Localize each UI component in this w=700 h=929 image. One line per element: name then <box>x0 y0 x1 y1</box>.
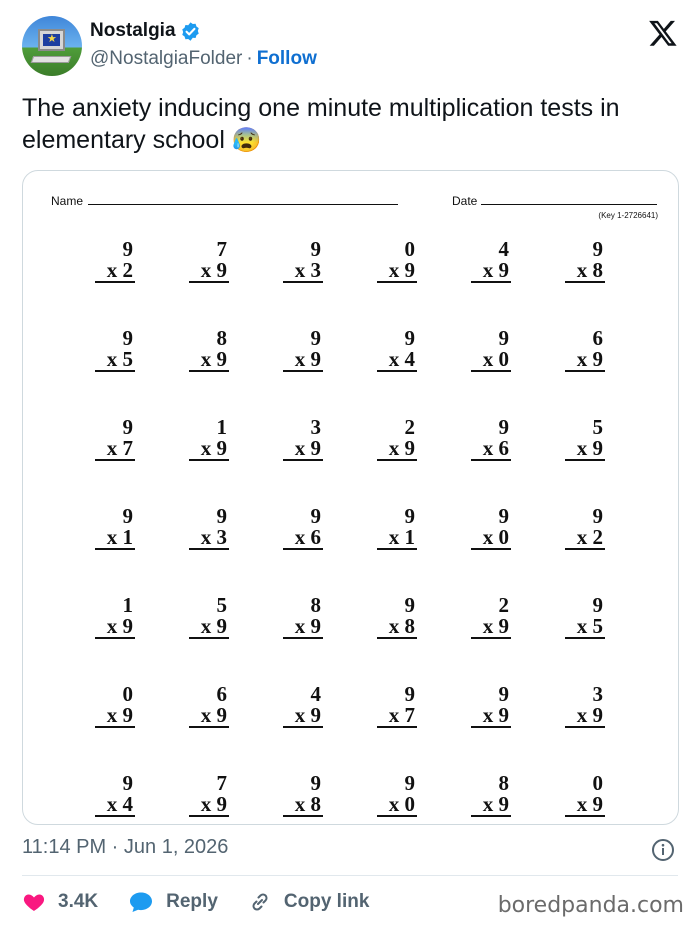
problem-multiplier <box>283 349 323 372</box>
problem-bottom-number: 0 <box>404 792 415 816</box>
multiply-operator: x <box>388 614 400 638</box>
date-line <box>481 204 657 205</box>
problem-top-number: 2 <box>498 593 509 617</box>
multiply-operator: x <box>106 614 118 638</box>
problem-top-number: 5 <box>216 593 227 617</box>
problem-top-number: 7 <box>216 237 227 261</box>
multiply-operator: x <box>388 525 400 549</box>
display-name[interactable]: Nostalgia <box>90 20 176 41</box>
action-bar <box>22 886 399 918</box>
problem-multiplier <box>565 794 605 817</box>
problem-top-number: 2 <box>404 415 415 439</box>
problem-multiplier <box>95 349 135 372</box>
multiply-operator: x <box>576 258 588 282</box>
problem-multiplier <box>565 438 605 461</box>
problem-top-number: 3 <box>310 415 321 439</box>
problem-bottom-number: 3 <box>310 258 321 282</box>
problem-top-number: 9 <box>122 326 133 350</box>
multiply-operator: x <box>294 258 306 282</box>
problem-multiplier <box>95 527 135 550</box>
math-problem <box>187 684 231 730</box>
math-problem <box>563 506 607 552</box>
problem-bottom-number: 4 <box>404 347 415 371</box>
problem-top-number: 1 <box>122 593 133 617</box>
problem-bottom-number: 5 <box>122 347 133 371</box>
media-image[interactable] <box>22 170 679 825</box>
problem-top-number: 8 <box>216 326 227 350</box>
problem-top-number: 9 <box>310 237 321 261</box>
math-problem <box>93 773 137 819</box>
problem-bottom-number: 0 <box>498 347 509 371</box>
problem-multiplier <box>189 527 229 550</box>
problem-multiplier <box>95 616 135 639</box>
problem-top-number: 8 <box>498 771 509 795</box>
speech-bubble-icon <box>128 890 154 914</box>
worksheet-date-label: Date <box>452 194 478 208</box>
multiply-operator: x <box>294 525 306 549</box>
problem-bottom-number: 6 <box>310 525 321 549</box>
problem-bottom-number: 9 <box>310 436 321 460</box>
problem-multiplier <box>95 438 135 461</box>
problem-bottom-number: 9 <box>404 258 415 282</box>
math-problem <box>469 595 513 641</box>
math-problem <box>375 773 419 819</box>
problem-top-number: 8 <box>310 593 321 617</box>
problem-top-number: 7 <box>216 771 227 795</box>
multiply-operator: x <box>200 436 212 460</box>
multiply-operator: x <box>388 258 400 282</box>
multiply-operator: x <box>576 525 588 549</box>
problem-top-number: 1 <box>216 415 227 439</box>
problem-multiplier <box>565 349 605 372</box>
multiply-operator: x <box>482 792 494 816</box>
math-problem <box>375 239 419 285</box>
problem-top-number: 9 <box>404 593 415 617</box>
problem-top-number: 6 <box>592 326 603 350</box>
math-problem <box>93 328 137 374</box>
math-problem <box>469 684 513 730</box>
multiply-operator: x <box>106 703 118 727</box>
problem-bottom-number: 9 <box>310 347 321 371</box>
math-problem <box>93 595 137 641</box>
math-problem <box>93 239 137 285</box>
problem-multiplier <box>377 438 417 461</box>
problem-bottom-number: 9 <box>216 436 227 460</box>
problem-top-number: 9 <box>404 504 415 528</box>
multiply-operator: x <box>576 703 588 727</box>
math-problem <box>563 328 607 374</box>
problem-top-number: 9 <box>122 415 133 439</box>
problem-multiplier <box>565 260 605 283</box>
problem-bottom-number: 9 <box>498 614 509 638</box>
math-problem <box>563 239 607 285</box>
problem-multiplier <box>189 616 229 639</box>
multiply-operator: x <box>388 436 400 460</box>
problem-multiplier <box>283 794 323 817</box>
problem-top-number: 6 <box>216 682 227 706</box>
like-count: 3.4K <box>58 891 99 912</box>
problem-bottom-number: 8 <box>592 258 603 282</box>
name-row <box>90 20 201 42</box>
problem-bottom-number: 1 <box>122 525 133 549</box>
problem-bottom-number: 5 <box>592 614 603 638</box>
problem-multiplier <box>189 349 229 372</box>
problem-multiplier <box>565 705 605 728</box>
copy-link-label: Copy link <box>283 891 370 912</box>
multiply-operator: x <box>106 436 118 460</box>
problem-multiplier <box>471 794 511 817</box>
math-problem <box>281 328 325 374</box>
divider <box>22 875 678 876</box>
multiply-operator: x <box>294 614 306 638</box>
worksheet-key: (Key 1-2726641) <box>598 211 658 220</box>
tweet-header <box>22 16 682 78</box>
math-problem <box>375 595 419 641</box>
name-line <box>88 204 398 205</box>
multiply-operator: x <box>294 792 306 816</box>
problem-top-number: 9 <box>498 504 509 528</box>
problem-multiplier <box>283 260 323 283</box>
multiply-operator: x <box>106 525 118 549</box>
problem-bottom-number: 9 <box>498 258 509 282</box>
multiply-operator: x <box>576 347 588 371</box>
problem-top-number: 3 <box>592 682 603 706</box>
problem-top-number: 4 <box>498 237 509 261</box>
problem-multiplier <box>283 616 323 639</box>
verified-badge-icon <box>180 21 201 42</box>
problem-multiplier <box>377 349 417 372</box>
anxious-face-emoji: 😰 <box>231 127 262 154</box>
multiply-operator: x <box>576 792 588 816</box>
problem-bottom-number: 9 <box>310 614 321 638</box>
problem-multiplier <box>565 616 605 639</box>
math-problem <box>93 506 137 552</box>
problem-top-number: 9 <box>310 771 321 795</box>
problem-bottom-number: 9 <box>216 703 227 727</box>
tweet-text-body: The anxiety inducing one minute multiplication tests in elementary school <box>22 94 620 154</box>
problem-top-number: 9 <box>122 504 133 528</box>
problem-multiplier <box>377 616 417 639</box>
problem-bottom-number: 7 <box>404 703 415 727</box>
problem-multiplier <box>377 527 417 550</box>
multiply-operator: x <box>576 436 588 460</box>
math-problem <box>187 239 231 285</box>
problem-multiplier <box>95 794 135 817</box>
multiply-operator: x <box>200 703 212 727</box>
multiply-operator: x <box>106 258 118 282</box>
problem-top-number: 9 <box>498 326 509 350</box>
math-problem <box>187 506 231 552</box>
problem-bottom-number: 9 <box>592 703 603 727</box>
multiply-operator: x <box>200 258 212 282</box>
math-problem <box>469 239 513 285</box>
math-problem <box>281 417 325 463</box>
problem-multiplier <box>471 260 511 283</box>
problem-multiplier <box>565 527 605 550</box>
problem-top-number: 0 <box>404 237 415 261</box>
handle-row <box>90 48 317 70</box>
problem-multiplier <box>189 705 229 728</box>
reply-button[interactable] <box>128 890 218 914</box>
math-problem <box>469 417 513 463</box>
problem-bottom-number: 2 <box>122 258 133 282</box>
math-problem <box>187 417 231 463</box>
problem-bottom-number: 9 <box>592 792 603 816</box>
problem-top-number: 9 <box>404 682 415 706</box>
multiply-operator: x <box>482 614 494 638</box>
problem-multiplier <box>377 794 417 817</box>
problem-top-number: 9 <box>310 326 321 350</box>
math-problem <box>281 684 325 730</box>
math-problem <box>187 773 231 819</box>
math-problem <box>469 328 513 374</box>
math-problem <box>93 417 137 463</box>
problem-top-number: 9 <box>404 771 415 795</box>
like-button[interactable] <box>22 890 98 914</box>
problem-bottom-number: 4 <box>122 792 133 816</box>
multiply-operator: x <box>294 436 306 460</box>
math-problem <box>469 506 513 552</box>
problem-bottom-number: 9 <box>592 347 603 371</box>
problem-bottom-number: 9 <box>216 614 227 638</box>
multiply-operator: x <box>576 614 588 638</box>
problem-multiplier <box>471 705 511 728</box>
computer-icon: ★ <box>38 29 65 51</box>
math-problem <box>375 417 419 463</box>
problem-top-number: 0 <box>592 771 603 795</box>
avatar[interactable] <box>22 16 82 76</box>
math-problem <box>469 773 513 819</box>
problem-multiplier <box>283 438 323 461</box>
problem-multiplier <box>283 705 323 728</box>
problem-multiplier <box>471 616 511 639</box>
multiply-operator: x <box>388 792 400 816</box>
reply-label: Reply <box>166 891 218 912</box>
math-problem <box>281 239 325 285</box>
problem-bottom-number: 0 <box>498 525 509 549</box>
follow-button[interactable]: Follow <box>256 48 317 69</box>
math-problem <box>375 506 419 552</box>
info-icon[interactable] <box>651 838 675 862</box>
problem-top-number: 9 <box>216 504 227 528</box>
multiply-operator: x <box>388 347 400 371</box>
problem-bottom-number: 9 <box>498 792 509 816</box>
problem-bottom-number: 9 <box>216 792 227 816</box>
timestamp[interactable]: 11:14 PM · Jun 1, 2026 <box>22 836 229 858</box>
problem-bottom-number: 8 <box>404 614 415 638</box>
multiply-operator: x <box>200 792 212 816</box>
problem-top-number: 9 <box>310 504 321 528</box>
copy-link-button[interactable] <box>248 890 370 914</box>
problem-multiplier <box>471 349 511 372</box>
multiply-operator: x <box>200 347 212 371</box>
problem-top-number: 9 <box>122 237 133 261</box>
x-logo-icon[interactable] <box>648 18 678 48</box>
multiply-operator: x <box>482 525 494 549</box>
multiply-operator: x <box>482 436 494 460</box>
problem-bottom-number: 8 <box>310 792 321 816</box>
multiply-operator: x <box>482 258 494 282</box>
problem-bottom-number: 1 <box>404 525 415 549</box>
problem-top-number: 9 <box>498 415 509 439</box>
math-problem <box>375 328 419 374</box>
multiply-operator: x <box>294 347 306 371</box>
problem-multiplier <box>95 705 135 728</box>
multiply-operator: x <box>200 525 212 549</box>
multiply-operator: x <box>200 614 212 638</box>
problem-multiplier <box>377 705 417 728</box>
math-problem <box>187 595 231 641</box>
multiply-operator: x <box>482 347 494 371</box>
math-problem <box>375 684 419 730</box>
problem-bottom-number: 3 <box>216 525 227 549</box>
problem-bottom-number: 9 <box>216 258 227 282</box>
math-problem <box>187 328 231 374</box>
math-problem <box>563 417 607 463</box>
problem-multiplier <box>377 260 417 283</box>
math-problem <box>281 506 325 552</box>
problem-bottom-number: 9 <box>498 703 509 727</box>
problem-top-number: 9 <box>498 682 509 706</box>
problem-bottom-number: 9 <box>122 703 133 727</box>
problem-top-number: 9 <box>592 237 603 261</box>
multiply-operator: x <box>294 703 306 727</box>
problem-bottom-number: 9 <box>122 614 133 638</box>
problem-multiplier <box>283 527 323 550</box>
problem-bottom-number: 9 <box>216 347 227 371</box>
problem-top-number: 9 <box>404 326 415 350</box>
problem-top-number: 9 <box>592 593 603 617</box>
math-problem <box>281 773 325 819</box>
user-handle[interactable]: @NostalgiaFolder <box>90 48 243 69</box>
problem-multiplier <box>189 794 229 817</box>
math-problem <box>93 684 137 730</box>
multiply-operator: x <box>482 703 494 727</box>
math-problem <box>563 595 607 641</box>
problem-top-number: 4 <box>310 682 321 706</box>
problem-top-number: 9 <box>122 771 133 795</box>
separator: · <box>246 48 253 69</box>
problem-multiplier <box>189 438 229 461</box>
math-problem <box>281 595 325 641</box>
problem-bottom-number: 9 <box>310 703 321 727</box>
math-problem <box>563 684 607 730</box>
tweet-text <box>22 92 662 157</box>
multiply-operator: x <box>106 792 118 816</box>
problem-bottom-number: 9 <box>404 436 415 460</box>
problem-multiplier <box>471 438 511 461</box>
multiply-operator: x <box>388 703 400 727</box>
problem-top-number: 0 <box>122 682 133 706</box>
problem-bottom-number: 2 <box>592 525 603 549</box>
heart-icon <box>22 890 46 914</box>
problem-multiplier <box>471 527 511 550</box>
problem-top-number: 9 <box>592 504 603 528</box>
math-problem <box>563 773 607 819</box>
problem-bottom-number: 6 <box>498 436 509 460</box>
link-icon <box>248 890 272 914</box>
problem-top-number: 5 <box>592 415 603 439</box>
problem-bottom-number: 7 <box>122 436 133 460</box>
problem-bottom-number: 9 <box>592 436 603 460</box>
worksheet-name-label: Name <box>51 194 84 208</box>
watermark: boredpanda.com <box>497 893 684 918</box>
problem-multiplier <box>189 260 229 283</box>
problem-multiplier <box>95 260 135 283</box>
multiply-operator: x <box>106 347 118 371</box>
